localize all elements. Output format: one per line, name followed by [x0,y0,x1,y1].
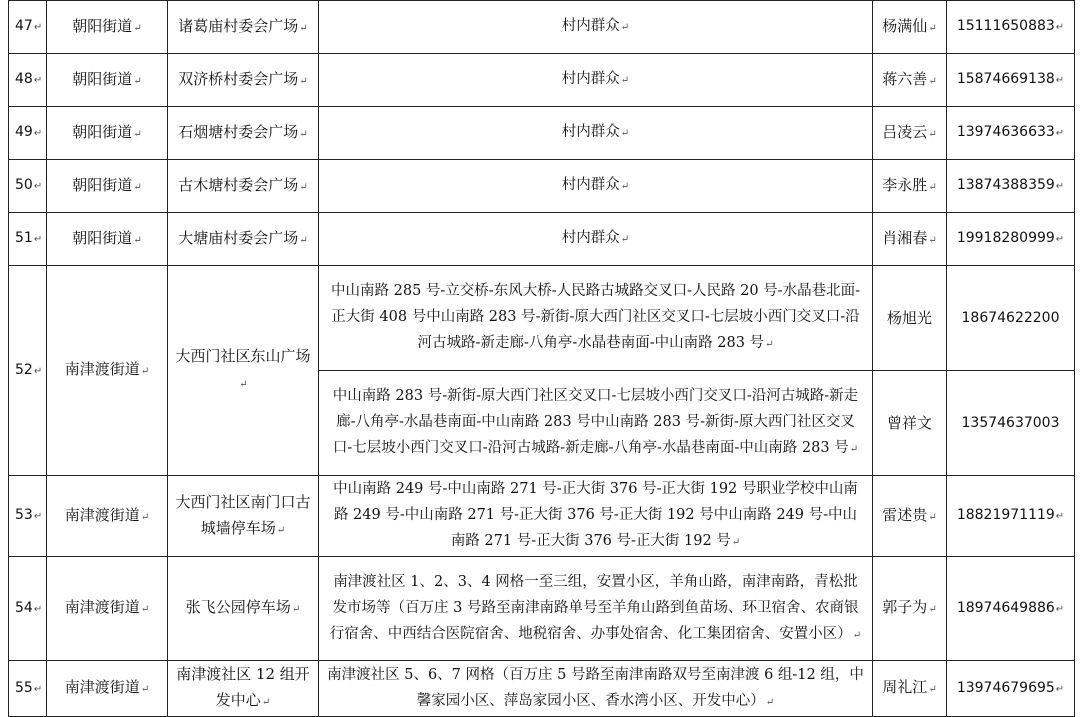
contact-cell: 周礼江 ↵ [873,661,947,717]
location-cell: 古木塘村委会广场 ↵ [168,160,319,213]
row-number: 50 ↵ [9,160,47,213]
location-cell: 大西门社区南门口古城墙停车场 ↵ [168,476,319,557]
location-cell: 大塘庙村委会广场 ↵ [168,213,319,266]
street-cell: 南津渡街道 ↵ [47,476,168,557]
row-number: 51 ↵ [9,213,47,266]
phone-cell: 19918280999 ↵ [947,213,1075,266]
content-cell: 村内群众 ↵ [319,160,873,213]
contact-cell: 肖湘春 ↵ [873,213,947,266]
contact-cell: 李永胜 ↵ [873,160,947,213]
contact-cell: 雷述贵 ↵ [873,476,947,557]
phone-cell: 13974636633 ↵ [947,107,1075,160]
street-cell: 朝阳街道 ↵ [47,160,168,213]
contact-cell: 蒋六善 ↵ [873,54,947,107]
phone-cell: 18674622200 [947,266,1075,371]
row-number: 47 ↵ [9,1,47,54]
table-row [9,213,1075,266]
content-cell: 村内群众 ↵ [319,1,873,54]
table-row [9,54,1075,107]
row-number: 55 ↵ [9,661,47,717]
location-cell: 诸葛庙村委会广场 ↵ [168,1,319,54]
street-cell: 朝阳街道 ↵ [47,54,168,107]
table-row [9,160,1075,213]
location-cell: 大西门社区东山广场 ↵ [168,266,319,476]
content-cell: 中山南路 285 号-立交桥-东风大桥-人民路古城路交叉口-人民路 20 号-水晶巷北面-正大街 408 号中山南路 283 号-新街-原大西门社区交叉口-七层坡小西门交叉口-沿河古城路-新走廊-八角亭-水晶巷南面-中山南路 283 号 ↵ [319,266,873,371]
location-cell: 石烟塘村委会广场 ↵ [168,107,319,160]
contact-cell: 曾祥文 [873,371,947,476]
table-row [9,107,1075,160]
row-number: 52 ↵ [9,266,47,476]
content-cell: 中山南路 249 号-中山南路 271 号-正大街 376 号-正大街 192 号职业学校中山南路 249 号-中山南路 271 号-正大街 376 号-正大街 192 号中山南路 249 号-中山南路 271 号-正大街 376 号-正大街 192 号 ↵ [319,476,873,557]
row-number: 49 ↵ [9,107,47,160]
row-number: 48 ↵ [9,54,47,107]
phone-cell: 13574637003 [947,371,1075,476]
street-cell: 朝阳街道 ↵ [47,1,168,54]
content-cell: 中山南路 283 号-新街-原大西门社区交叉口-七层坡小西门交叉口-沿河古城路-新走廊-八角亭-水晶巷南面-中山南路 283 号中山南路 283 号-新街-原大西门社区交叉口-七层坡小西门交叉口-沿河古城路-新走廊-八角亭-水晶巷南面-中山南路 283 号 ↵ [319,371,873,476]
street-cell: 朝阳街道 ↵ [47,213,168,266]
contact-cell: 吕凌云 ↵ [873,107,947,160]
content-cell: 村内群众 ↵ [319,54,873,107]
phone-cell: 15111650883 ↵ [947,1,1075,54]
row-number: 53 ↵ [9,476,47,557]
contact-cell: 杨旭光 [873,266,947,371]
row-number: 54 ↵ [9,557,47,661]
contact-cell: 郭子为 ↵ [873,557,947,661]
table-row [9,266,1075,371]
table-row [9,476,1075,557]
table-row [9,557,1075,661]
phone-cell: 13874388359 ↵ [947,160,1075,213]
location-cell: 南津渡社区 12 组开发中心 ↵ [168,661,319,717]
street-cell: 朝阳街道 ↵ [47,107,168,160]
phone-cell: 18821971119 ↵ [947,476,1075,557]
street-cell: 南津渡街道 ↵ [47,557,168,661]
data-table [8,0,1075,717]
phone-cell: 18974649886 ↵ [947,557,1075,661]
table-row [9,1,1075,54]
contact-cell: 杨满仙 ↵ [873,1,947,54]
table-row [9,661,1075,717]
content-cell: 南津渡社区 1、2、3、4 网格一至三组，安置小区，羊角山路，南津南路，青松批发市场等（百万庄 3 号路至南津南路单号至羊角山路到鱼苗场、环卫宿舍、农商银行宿舍、中西结合医院宿舍、地税宿舍、办事处宿舍、化工集团宿舍、安置小区） ↵ [319,557,873,661]
street-cell: 南津渡街道 ↵ [47,661,168,717]
location-cell: 张飞公园停车场 ↵ [168,557,319,661]
location-cell: 双济桥村委会广场 ↵ [168,54,319,107]
phone-cell: 15874669138 ↵ [947,54,1075,107]
content-cell: 村内群众 ↵ [319,213,873,266]
phone-cell: 13974679695 ↵ [947,661,1075,717]
content-cell: 南津渡社区 5、6、7 网格（百万庄 5 号路至南津南路双号至南津渡 6 组-12 组，中馨家园小区、萍岛家园小区、香水湾小区、开发中心） ↵ [319,661,873,717]
street-cell: 南津渡街道 ↵ [47,266,168,476]
content-cell: 村内群众 ↵ [319,107,873,160]
